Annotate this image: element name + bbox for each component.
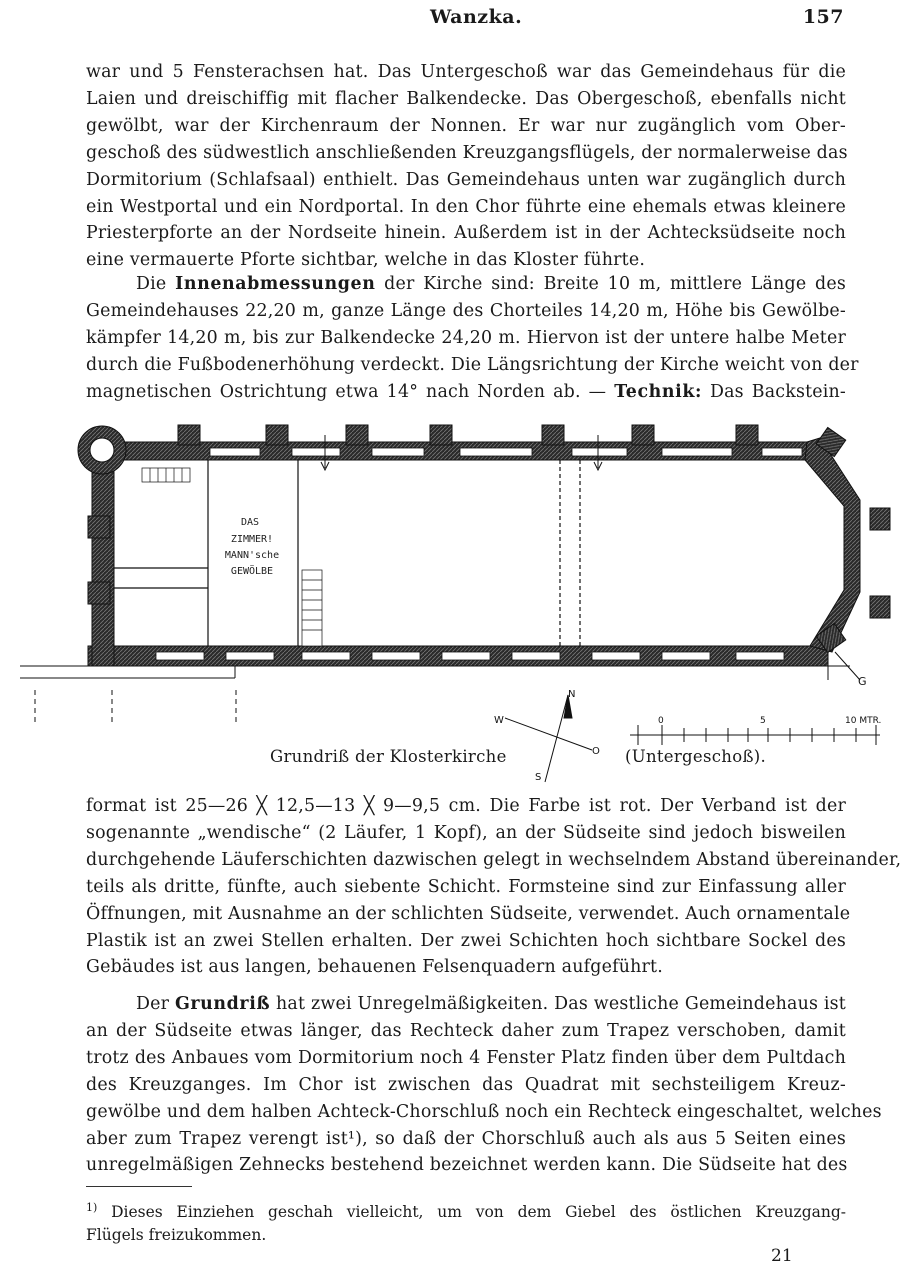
bold-term-grundriss: Grundriß xyxy=(174,994,271,1014)
text-line: Gebäudes ist aus langen, behauenen Felsenquadern aufgeführt. xyxy=(86,957,663,978)
text-line: an der Südseite etwas länger, das Rechteck daher zum Trapez verschoben, damit xyxy=(86,1020,846,1041)
svg-text:W: W xyxy=(494,715,504,726)
text-line: war und 5 Fensterachsen hat. Das Untergeschoß war das Gemeindehaus für die xyxy=(86,62,846,82)
svg-text:ZIMMER!: ZIMMER! xyxy=(230,534,274,545)
paragraph-3 xyxy=(86,793,902,981)
svg-text:5: 5 xyxy=(760,716,766,726)
figure-caption-subtitle: (Untergeschoß). xyxy=(625,747,767,766)
text-run: Dieses Einziehen geschah vielleicht, um von dem Giebel des östlichen Kreuzgang- xyxy=(111,1203,846,1222)
text-line: ein Westportal und ein Nordportal. In den Chor führte eine ehemals etwas kleinere xyxy=(86,196,846,217)
text-line: Dormitorium (Schlafsaal) enthielt. Das Gemeindehaus unten war zugänglich durch xyxy=(86,169,846,190)
paragraph-1 xyxy=(86,59,846,274)
text-line: Priesterpforte an der Nordseite hinein. Außerdem ist in der Achtecksüdseite noch xyxy=(86,223,846,244)
svg-text:O: O xyxy=(592,746,600,757)
text-line: geschoß des südwestlich anschließenden Kreuzgangsflügels, der normalerweise das xyxy=(86,142,848,163)
text-line: des Kreuzganges. Im Chor ist zwischen das Quadrat mit sechsteiligem Kreuz- xyxy=(86,1074,846,1095)
wall-outline xyxy=(88,438,860,666)
text-line: unregelmäßigen Zehnecks bestehend bezeichnet werden kann. Die Südseite hat des xyxy=(86,1155,848,1176)
text-run: Der xyxy=(136,994,175,1014)
text-line xyxy=(86,991,846,1018)
text-run: der Kirche sind: Breite 10 m, mittlere Länge des xyxy=(375,274,846,294)
footnote-line: Flügels freizukommen. xyxy=(86,1226,267,1245)
paragraph-4 xyxy=(86,991,882,1179)
figure-caption: Grundriß der Klosterkirche xyxy=(270,747,507,766)
text-line: gewölbe und dem halben Achteck-Chorschluß noch ein Rechteck eingeschaltet, welches xyxy=(86,1101,882,1122)
text-line: durch die Fußbodenerhöhung verdeckt. Die Längsrichtung der Kirche weicht von der xyxy=(86,354,859,375)
text-run: Die xyxy=(136,274,176,294)
text-line xyxy=(86,379,846,406)
bold-term-innenabmessungen: Innenabmessungen xyxy=(175,274,376,294)
svg-text:GEWÖLBE: GEWÖLBE xyxy=(230,566,274,577)
text-line: kämpfer 14,20 m, bis zur Balkendecke 24,20 m. Hiervon ist der untere halbe Meter xyxy=(86,327,846,348)
text-line: trotz des Anbaues vom Dormitorium noch 4 Fenster Platz finden über dem Pultdach xyxy=(86,1047,846,1068)
running-header-title: Wanzka. xyxy=(430,6,523,28)
text-line: aber zum Trapez verengt ist¹), so daß der Chorschluß auch als aus 5 Seiten eines xyxy=(86,1128,846,1149)
text-line: Gemeindehauses 22,20 m, ganze Länge des Chorteiles 14,20 m, Höhe bis Gewölbe- xyxy=(86,300,846,321)
text-run: magnetischen Ostrichtung etwa 14° nach Norden ab. — xyxy=(86,381,615,402)
footnote-marker: 1) xyxy=(86,1201,98,1214)
scale-bar xyxy=(630,716,881,745)
compass-rose xyxy=(494,689,600,783)
text-line: Laien und dreischiffig mit flacher Balkendecke. Das Obergeschoß, ebenfalls nicht xyxy=(86,88,846,109)
text-line: Plastik ist an zwei Stellen erhalten. Der zwei Schichten hoch sichtbare Sockel des xyxy=(86,930,846,951)
svg-text:MANN'sche: MANN'sche xyxy=(224,550,280,561)
floor-plan-figure xyxy=(20,420,905,790)
footnote-rule xyxy=(86,1186,192,1187)
text-line xyxy=(86,271,846,298)
interior-lines xyxy=(114,460,580,646)
svg-text:DAS: DAS xyxy=(240,517,260,528)
text-line: durchgehende Läuferschichten dazwischen gelegt in wechselndem Abstand übereinander, xyxy=(86,849,902,870)
text-line: gewölbt, war der Kirchenraum der Nonnen. Er war nur zugänglich vom Ober- xyxy=(86,115,846,136)
footnote xyxy=(86,1196,846,1247)
page-number: 157 xyxy=(802,6,844,28)
text-run: hat zwei Unregelmäßigkeiten. Das westliche Gemeindehaus ist xyxy=(270,994,846,1014)
signature-mark: 21 xyxy=(771,1246,793,1266)
text-line: format ist 25—26 ╳ 12,5—13 ╳ 9—9,5 cm. Die Farbe ist rot. Der Verband ist der xyxy=(86,796,846,816)
paragraph-2 xyxy=(86,271,859,406)
bold-term-technik: Technik: xyxy=(614,381,702,402)
svg-text:N: N xyxy=(568,689,576,700)
g-label: G xyxy=(858,675,867,688)
svg-text:0: 0 xyxy=(658,716,664,726)
text-line: teils als dritte, fünfte, auch siebente Schicht. Formsteine sind zur Einfassung aller xyxy=(86,876,846,897)
room-label xyxy=(225,517,279,577)
text-line: Öffnungen, mit Ausnahme an der schlichten Südseite, verwendet. Auch ornamentale xyxy=(86,903,851,924)
svg-text:10 MTR.: 10 MTR. xyxy=(845,716,882,726)
text-line: sogenannte „wendische“ (2 Läufer, 1 Kopf), an der Südseite sind jedoch bisweilen xyxy=(86,822,846,843)
footnote-line xyxy=(86,1196,846,1224)
svg-text:S: S xyxy=(535,772,542,783)
text-line: eine vermauerte Pforte sichtbar, welche in das Kloster führte. xyxy=(86,250,646,271)
text-run: Das Backstein- xyxy=(702,381,847,402)
